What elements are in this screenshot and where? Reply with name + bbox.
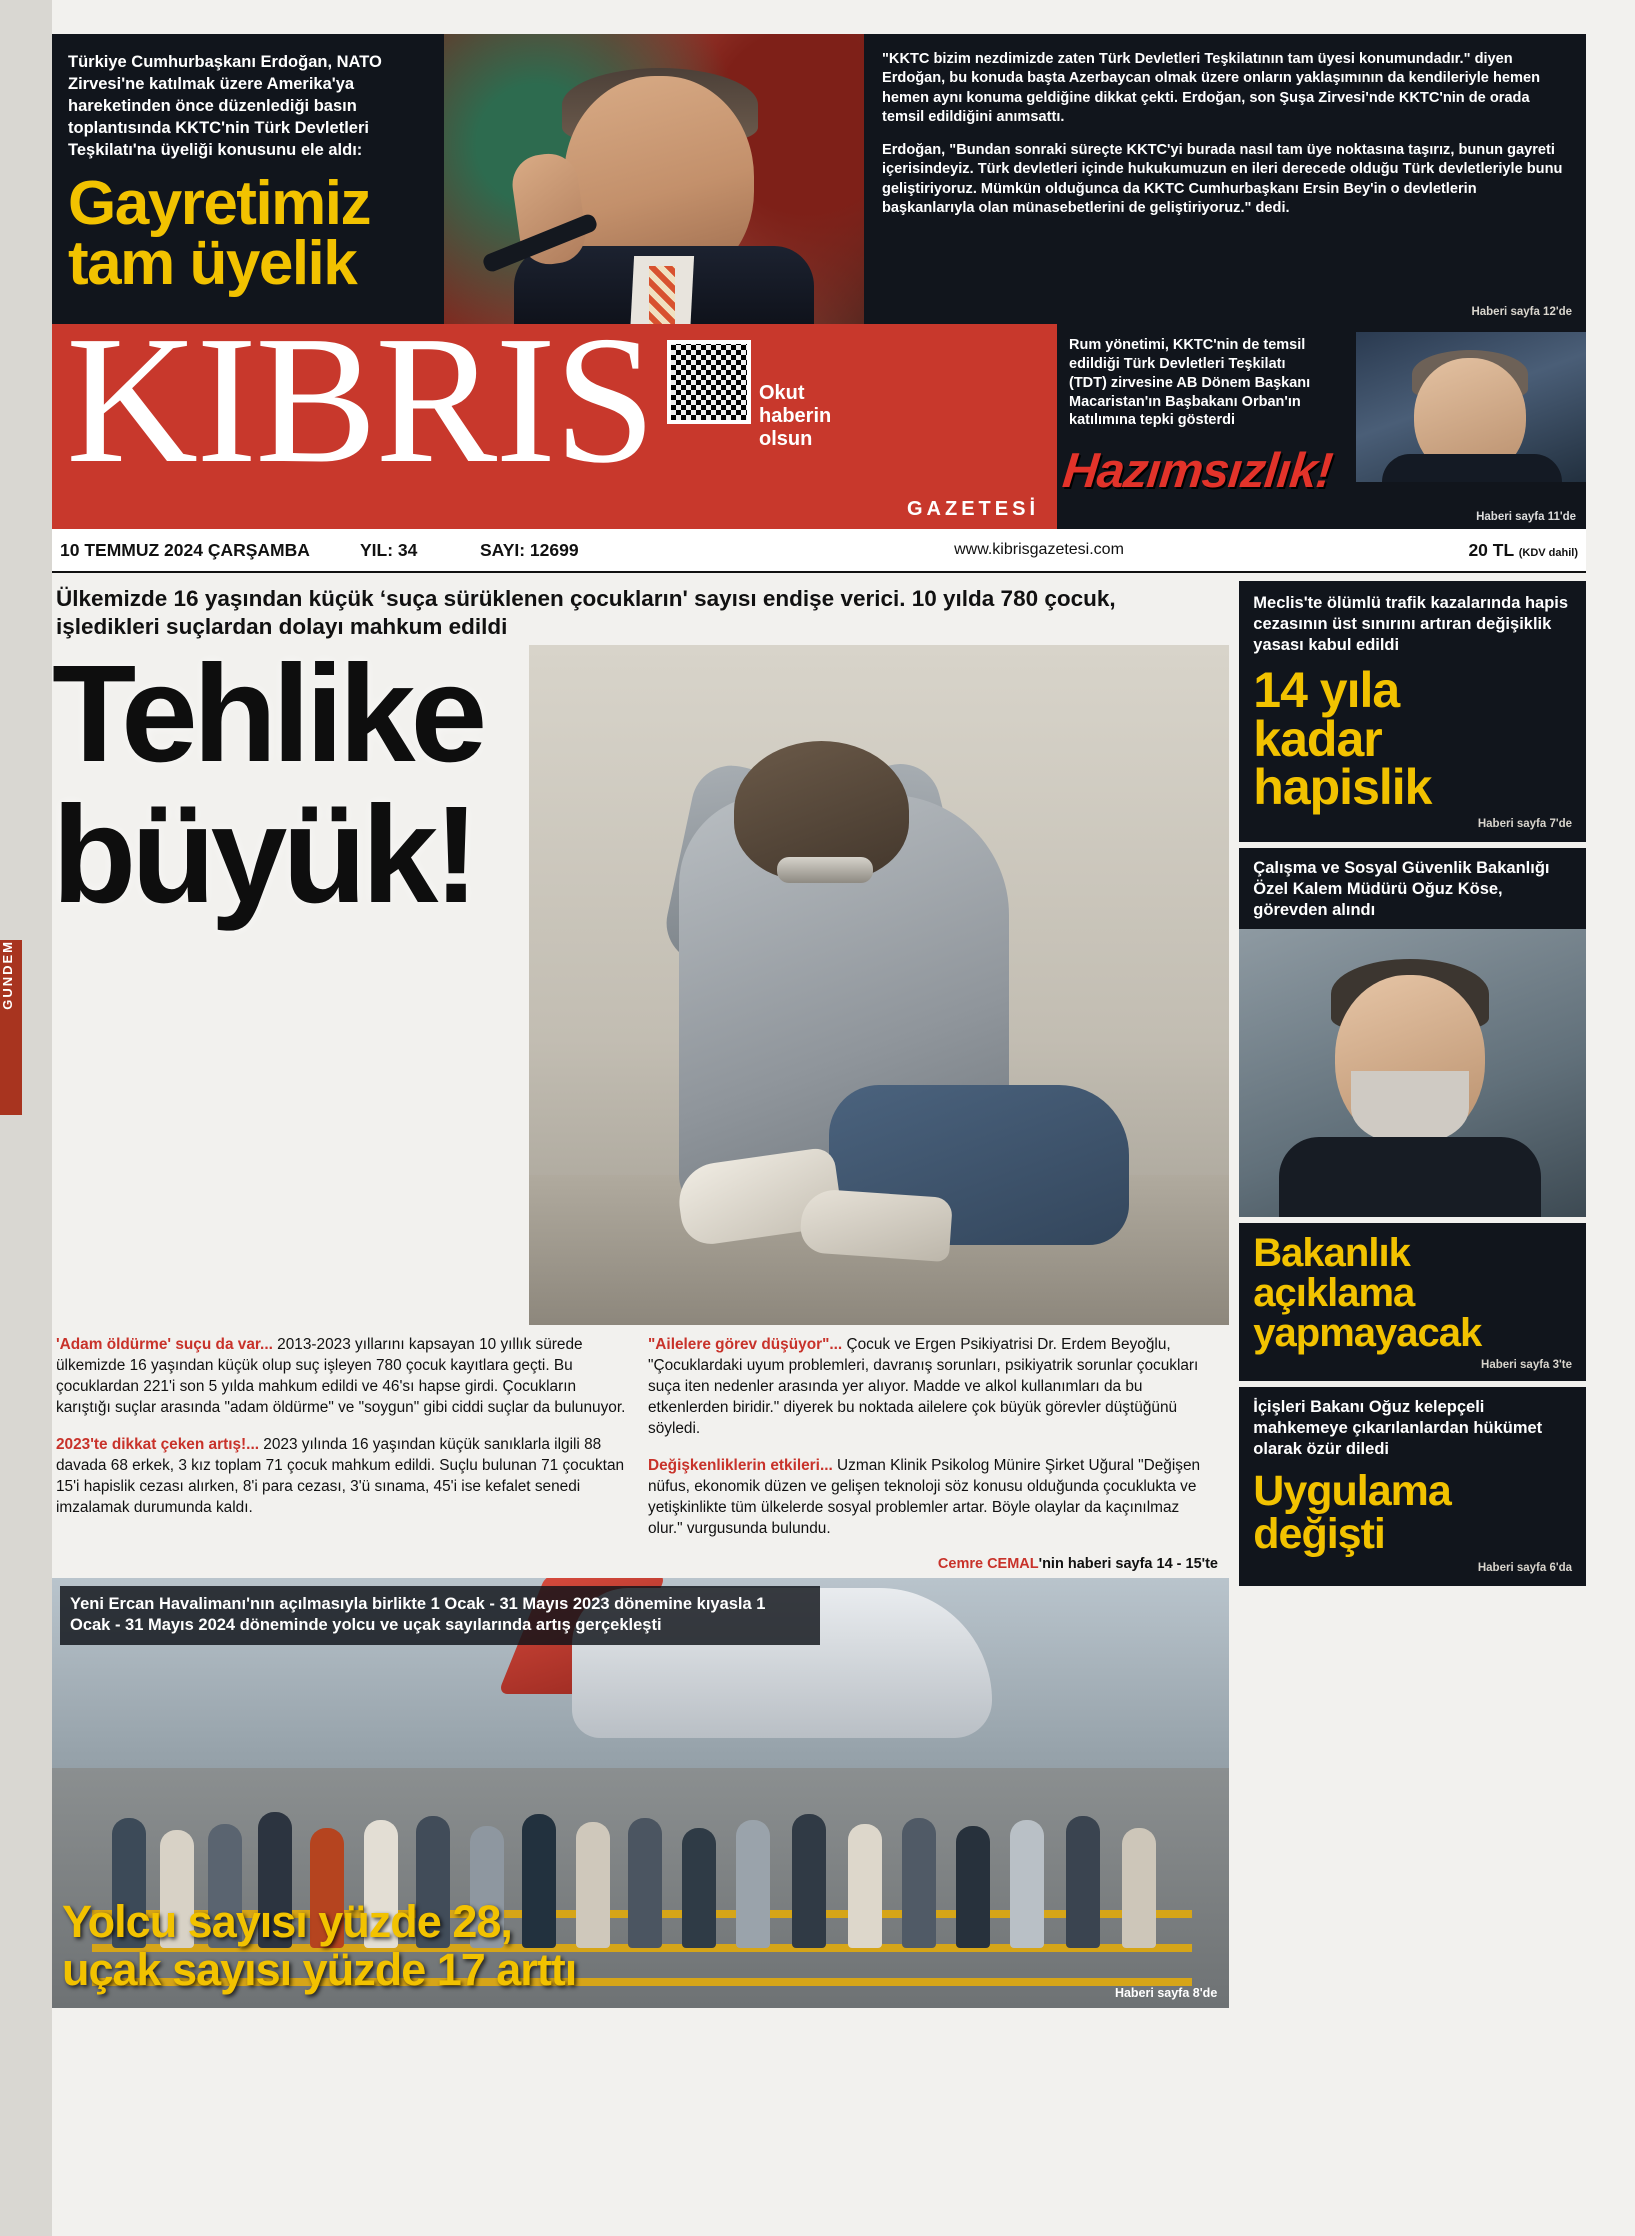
lead-story-column-1 bbox=[56, 1335, 626, 1571]
issue-price-note: (KDV dahil) bbox=[1518, 546, 1578, 559]
issue-price bbox=[1388, 540, 1578, 561]
top-story-body bbox=[864, 34, 1586, 324]
qr-promo bbox=[667, 340, 847, 450]
issue-info-bar bbox=[52, 529, 1586, 573]
lead-photo-shoe-right bbox=[799, 1188, 953, 1262]
lead-paragraph-1-lead: 'Adam öldürme' suçu da var... bbox=[56, 1336, 273, 1354]
crowd-person bbox=[682, 1828, 716, 1948]
portrait-beard bbox=[1351, 1071, 1469, 1145]
lead-paragraph-2-text: 2023 yılında 16 yaşından küçük sanıklarla ilgili 88 davada 68 erkek, 3 kız toplam 71 çocuk mahkum edildi. Suçlu bulunan 71 çocuktan 15'i hapislik cezası alırken, 8'i para cezası, 3'ü sınama, 45'i ise kefalet senedi imzalamak durumunda kaldı. bbox=[56, 1436, 625, 1516]
lead-paragraph-2-lead: 2023'te dikkat çeken artış!... bbox=[56, 1436, 259, 1453]
crowd-person bbox=[576, 1822, 610, 1948]
lead-paragraph-4-lead: Değişkenliklerin etkileri... bbox=[648, 1456, 833, 1474]
airport-headline-line1: Yolcu sayısı yüzde 28, bbox=[62, 1896, 512, 1948]
top-story-strip bbox=[52, 34, 1586, 324]
rail-traffic-headline bbox=[1253, 662, 1572, 816]
photo-tie bbox=[649, 266, 675, 324]
erdogan-photo bbox=[444, 34, 864, 324]
qr-promo-line1: Okut bbox=[759, 382, 805, 404]
rail-practice-reference: Haberi sayfa 6'da bbox=[1477, 1562, 1572, 1575]
qr-promo-line2: haberin bbox=[759, 404, 832, 427]
rail-practice-kicker: İçişleri Bakanı Oğuz kelepçeli mahkemeye çıkarılanlardan hükümet olarak özür diledi bbox=[1253, 1398, 1543, 1459]
rail-ministry-headline-line1: Bakanlık bbox=[1253, 1231, 1410, 1276]
crowd-person bbox=[628, 1818, 662, 1948]
rail-story-ministry bbox=[1239, 1223, 1586, 1381]
issue-year: YIL: 34 bbox=[360, 539, 418, 560]
crowd-person bbox=[1066, 1816, 1100, 1948]
crowd-person bbox=[792, 1814, 826, 1948]
rail-ministry-headline-line3: yapmayacak bbox=[1253, 1311, 1482, 1356]
issue-price-value: 20 TL bbox=[1468, 539, 1514, 560]
top-story-paragraph-2: Erdoğan, "Bundan sonraki süreçte KKTC'yi burada nasıl tam üye noktasına taşırız, bunun gayreti içerisindeyiz. Türk devletleri içinde hukukumuzun en ileri derecede olduğu Türk devletleriyle bunu geliştiriyoruz. Mümkün olduğunca da KKTC Cumhurbaşkanı Ersin Bey'in o devletlerin başkanlarıyla olan münasebetlerini de geliştiriyoruz." dedi. bbox=[882, 142, 1563, 216]
crowd-person bbox=[956, 1826, 990, 1948]
lead-paragraph-1-text: 2013-2023 yıllarını kapsayan 10 yıllık sürede ülkemizde 16 yaşından küçük olup suç işleyen 780 çocuk kayıtlara geçti. Bu çocuklardan 221'i son 5 yılda mahkum edildi ve 46'sı hapse girdi. Çocukların karıştığı suçlar arasında "adam öldürme" ve "soygun" gibi ciddi suçlar da bulunuyor. bbox=[56, 1336, 626, 1417]
airport-story bbox=[52, 1578, 1229, 2008]
newspaper-logo: KIBRIS bbox=[66, 324, 654, 501]
qr-promo-line3: olsun bbox=[759, 427, 813, 450]
lead-story-byline bbox=[648, 1556, 1218, 1572]
lead-headline-line1: Tehlike bbox=[52, 645, 483, 792]
masthead-subtitle: GAZETESİ bbox=[906, 498, 1039, 520]
top-story-paragraph-1: "KKTC bizim nezdimizde zaten Türk Devletleri Teşkilatının tam üyesi konumundadır." diyen Erdoğan, bu konuda başta Azerbaycan olmak üzere onların yaklaşımının da kendileriyle hemen hemen aynı konuma geldiğine dikkat çekti. Erdoğan, son Şuşa Zirvesi'nde KKTC'nin de orada temsil edildiğini anımsattı. bbox=[882, 51, 1541, 125]
top-story-text-block bbox=[52, 34, 444, 324]
rail-story-practice bbox=[1239, 1387, 1586, 1586]
orban-story-headline: Hazımsızlık! bbox=[1060, 444, 1335, 498]
rail-kose-kicker: Çalışma ve Sosyal Güvenlik Bakanlığı Özel Kalem Müdürü Oğuz Köse, görevden alındı bbox=[1253, 858, 1550, 920]
rail-traffic-headline-line1: 14 yıla bbox=[1253, 662, 1400, 719]
rail-traffic-reference: Haberi sayfa 7'de bbox=[1477, 817, 1572, 830]
crowd-person bbox=[1122, 1828, 1156, 1948]
crowd-person bbox=[1010, 1820, 1044, 1948]
rail-traffic-kicker: Meclis'te ölümlü trafik kazalarında hapis cezasının üst sınırını artıran değişiklik yasası kabul edildi bbox=[1253, 594, 1569, 655]
rail-practice-headline bbox=[1253, 1467, 1572, 1559]
top-story-headline-line2: tam üyelik bbox=[68, 228, 357, 298]
top-story-headline bbox=[68, 168, 428, 298]
website-url[interactable]: www.kibrisgazetesi.com bbox=[954, 541, 1124, 558]
orban-story-kicker: Rum yönetimi, KKTC'nin de temsil edildiği Türk Devletleri Teşkilatı (TDT) zirvesine AB Dönem Başkanı Macaristan'ın Başbakanı Orban'ın katılımına tepki gösterdi bbox=[1069, 337, 1311, 429]
airport-story-reference: Haberi sayfa 8'de bbox=[1114, 1985, 1218, 2000]
right-rail bbox=[1239, 581, 1586, 2173]
airport-headline-line2: uçak sayısı yüzde 17 arttı bbox=[62, 1944, 577, 1995]
lead-paragraph-3 bbox=[648, 1335, 1218, 1440]
lead-story-columns bbox=[52, 1335, 1229, 1571]
section-tab bbox=[0, 940, 22, 1115]
rail-ministry-headline bbox=[1253, 1231, 1572, 1356]
orban-photo bbox=[1356, 332, 1586, 482]
rail-traffic-headline-line2: kadar bbox=[1253, 710, 1382, 767]
lead-story-headline bbox=[52, 645, 812, 932]
rail-traffic-headline-line3: hapislik bbox=[1253, 759, 1432, 816]
masthead bbox=[52, 324, 1586, 529]
lead-story-kicker: Ülkemizde 16 yaşından küçük ‘suça sürüklenen çocukların' sayısı endişe verici. 10 yılda 780 çocuk, işledikleri suçlardan dolayı mahkum edildi bbox=[56, 586, 1116, 640]
page-content bbox=[52, 34, 1586, 2214]
orban-story-reference: Haberi sayfa 11'de bbox=[1476, 511, 1576, 523]
lead-headline-line2: büyük! bbox=[52, 777, 475, 932]
lead-paragraph-3-text: Çocuk ve Ergen Psikiyatrisi Dr. Erdem Beyoğlu, "Çocuklardaki uyum problemleri, davranış sorunları, psikiyatrik sorunlar çocukları suça iten nedenler arasında yer alıyor. Madde ve alkol kullanımları da bu etkenlerden biridir." diyerek bu noktada ailelere çok büyük görevler düştüğünü söyledi. bbox=[648, 1336, 1199, 1437]
issue-number: SAYI: 12699 bbox=[480, 539, 579, 560]
rail-practice-headline-line1: Uygulama bbox=[1253, 1467, 1451, 1516]
lead-paragraph-4 bbox=[648, 1456, 1218, 1540]
portrait-suit bbox=[1279, 1137, 1541, 1217]
rail-ministry-reference: Haberi sayfa 3'te bbox=[1481, 1359, 1572, 1372]
top-story-reference: Haberi sayfa 12'de bbox=[1471, 306, 1572, 318]
rail-story-kose bbox=[1239, 848, 1586, 1217]
lead-story-column bbox=[52, 581, 1229, 2173]
lead-story-column-2 bbox=[648, 1335, 1218, 1571]
top-story-kicker: Türkiye Cumhurbaşkanı Erdoğan, NATO Zirvesi'ne katılmak üzere Amerika'ya hareketinden önce düzenlediği basın toplantısında KKTC'nin Türk Devletleri Teşkilatı'na üyeliği konusunu ele aldı: bbox=[68, 53, 382, 159]
airport-story-headline bbox=[62, 1898, 576, 1993]
issue-date: 10 TEMMUZ 2024 ÇARŞAMBA bbox=[60, 539, 310, 560]
rail-practice-headline-line2: değişti bbox=[1253, 1510, 1385, 1559]
rail-story-traffic bbox=[1239, 581, 1586, 842]
airport-story-kicker: Yeni Ercan Havalimanı'nın açılmasıyla birlikte 1 Ocak - 31 Mayıs 2023 dönemine kıyasla 1 Ocak - 31 Mayıs 2024 döneminde yolcu ve uçak sayılarında artış gerçekleşti bbox=[60, 1586, 820, 1645]
byline-reference: 'nin haberi sayfa 14 - 15'te bbox=[1038, 1555, 1218, 1572]
orban-story-box bbox=[1057, 324, 1586, 529]
lead-paragraph-3-lead: "Ailelere görev düşüyor"... bbox=[648, 1336, 843, 1354]
section-tab-label: GUNDEM bbox=[0, 940, 15, 1010]
qr-code-icon[interactable] bbox=[667, 340, 751, 424]
lead-paragraph-2 bbox=[56, 1435, 626, 1519]
qr-promo-text bbox=[759, 340, 831, 450]
byline-author: Cemre CEMAL bbox=[937, 1555, 1039, 1572]
oguz-kose-photo bbox=[1239, 929, 1586, 1217]
lead-paragraph-4-text: Uzman Klinik Psikolog Münire Şirket Uğural "Değişen nüfus, ekonomik düzen ve gelişen teknoloji söz konusu olduğunda çocuklukta ve yetişkinlikte tüm ülkelerde sosyal problemler artar. Böyle olaylar da kaçınılmaz olur." vurgusunda bulundu. bbox=[648, 1456, 1201, 1537]
lead-paragraph-1 bbox=[56, 1335, 626, 1419]
crowd-person bbox=[902, 1818, 936, 1948]
rail-ministry-headline-line2: açıklama bbox=[1253, 1271, 1415, 1316]
page-left-bleed bbox=[0, 0, 52, 2236]
main-area bbox=[52, 581, 1586, 2173]
masthead-logo-panel bbox=[52, 324, 1057, 529]
lead-story-visual bbox=[52, 645, 1229, 1325]
top-story-headline-line1: Gayretimiz bbox=[68, 168, 371, 238]
crowd-person bbox=[736, 1820, 770, 1948]
orban-photo-suit bbox=[1382, 454, 1562, 482]
crowd-person bbox=[848, 1824, 882, 1948]
